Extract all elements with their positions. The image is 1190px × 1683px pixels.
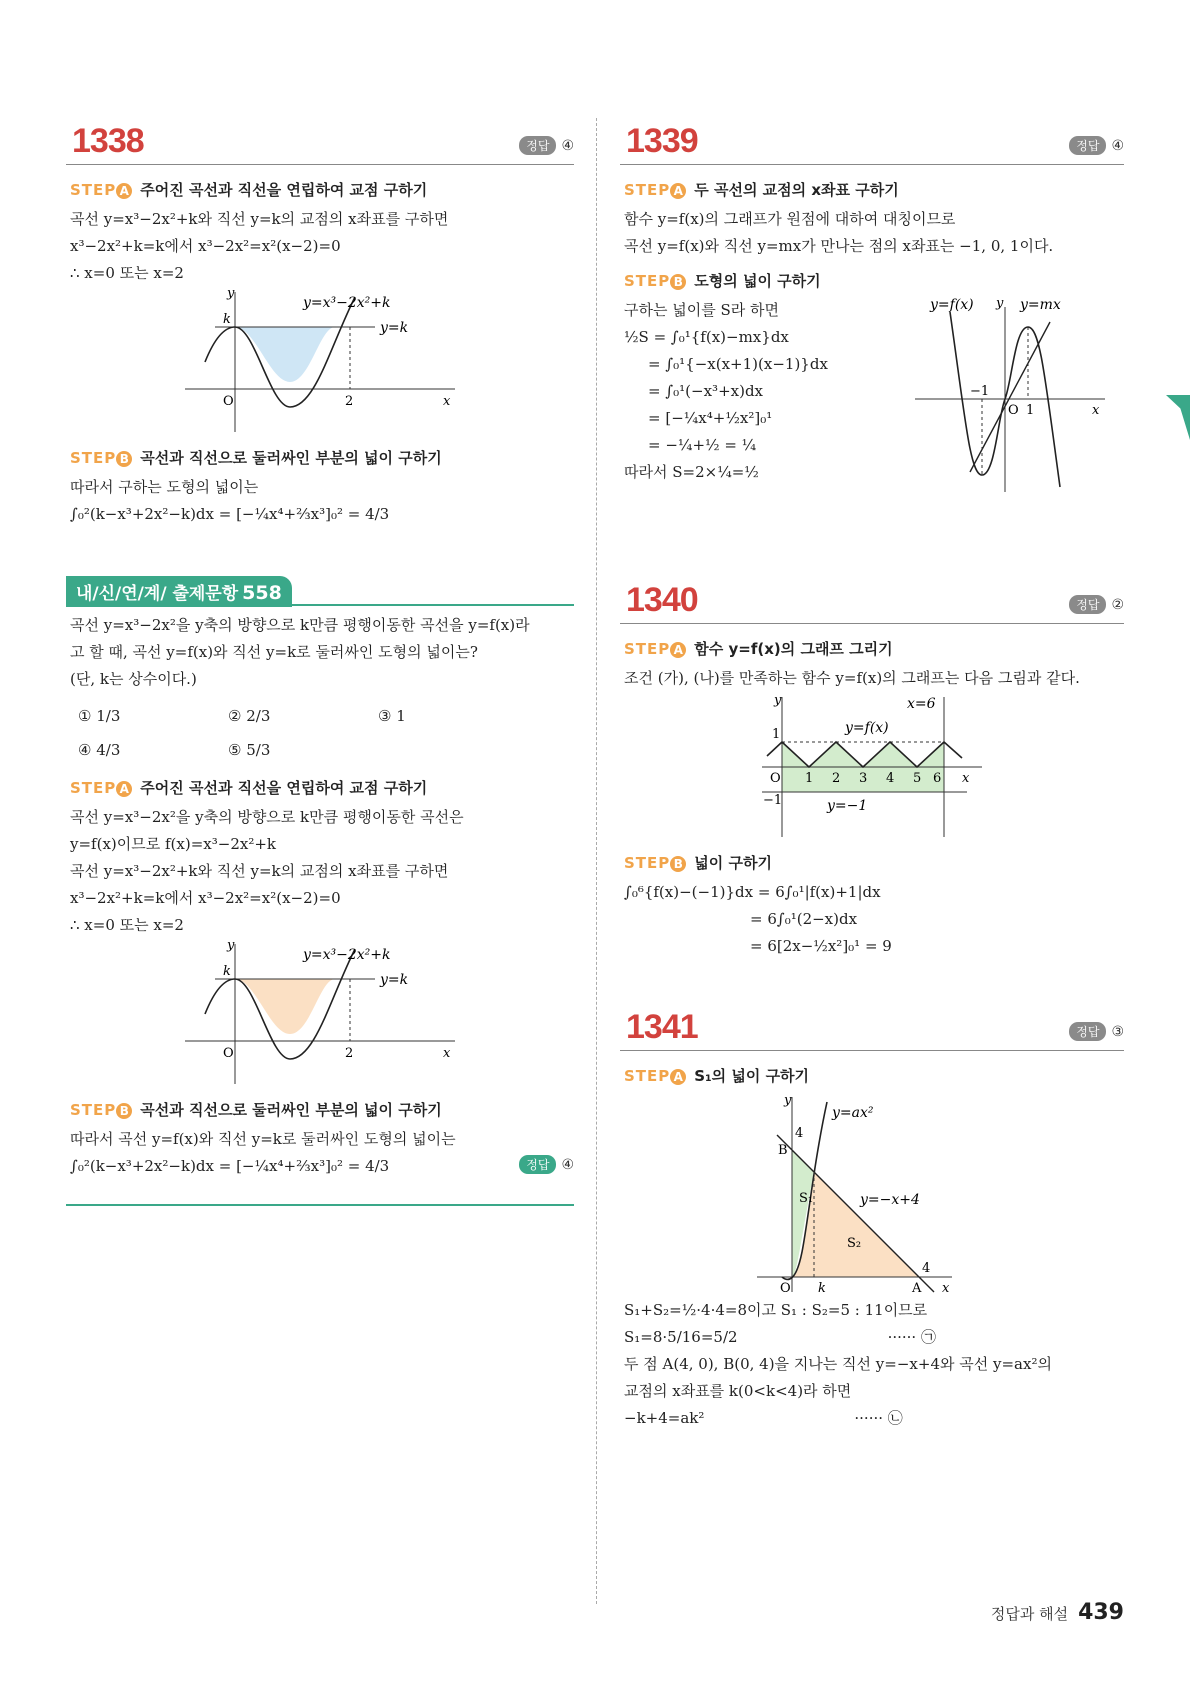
- step-label: STEP: [624, 854, 671, 872]
- answer-tag: 정답: [1069, 1022, 1106, 1041]
- problem-number: 1338: [72, 122, 144, 160]
- curve-label: y=x³−2x²+k: [303, 295, 391, 311]
- solution-line: = ∫₀¹{−x(x+1)(x−1)}dx: [648, 355, 828, 373]
- solution-line: 따라서 구하는 도형의 넓이는: [70, 478, 259, 496]
- solution-line: 함수 y=f(x)의 그래프가 원점에 대하여 대칭이므로: [624, 210, 956, 228]
- periodic-graph: [757, 692, 987, 842]
- tick-label: 4: [922, 1261, 931, 1276]
- step-a-heading: [70, 777, 574, 798]
- origin-label: O: [223, 394, 234, 409]
- answer-tag: 정답: [1069, 595, 1106, 614]
- step-a-heading: [624, 1065, 1124, 1086]
- choice-4[interactable]: ④ 4/3: [78, 741, 121, 759]
- problem-number: 1341: [626, 1008, 698, 1046]
- line-label: y=mx: [1020, 297, 1061, 313]
- choice-1[interactable]: ① 1/3: [78, 707, 121, 725]
- solution-line: 따라서 곡선 y=f(x)와 직선 y=k로 둘러싸인 도형의 넓이는: [70, 1130, 456, 1148]
- tick-label: 1: [772, 727, 781, 742]
- x-axis-label: x: [942, 1281, 950, 1296]
- solution-line: x³−2x²+k=k에서 x³−2x²=x²(x−2)=0: [70, 237, 341, 255]
- origin-label: O: [770, 771, 781, 786]
- solution-line: ∫₀²(k−x³+2x²−k)dx = [−¼x⁴+⅔x³]₀² = 4/3: [70, 505, 390, 523]
- step-letter: A: [116, 781, 132, 797]
- answer-badge: [1069, 136, 1124, 155]
- related-problem-tab: [66, 576, 292, 607]
- tick-label: 4: [795, 1126, 804, 1141]
- k-label: k: [818, 1281, 826, 1296]
- step-title: S₁의 넓이 구하기: [694, 1067, 810, 1085]
- curve-label: y=f(x): [930, 297, 974, 313]
- cubic-area-graph: [175, 939, 465, 1089]
- problem-1338-header: [66, 118, 574, 165]
- step-letter: B: [116, 451, 132, 467]
- step-title: 함수 y=f(x)의 그래프 그리기: [694, 640, 893, 658]
- line-label: y=k: [380, 972, 409, 988]
- solution-line: ∴ x=0 또는 x=2: [70, 264, 184, 282]
- step-title: 주어진 곡선과 직선을 연립하여 교점 구하기: [140, 181, 428, 199]
- footer-label: 정답과 해설: [990, 1605, 1069, 1623]
- tick-label: 2: [345, 1046, 354, 1061]
- solution-line: 조건 (가), (나)를 만족하는 함수 y=f(x)의 그래프는 다음 그림과 같다.: [624, 669, 1080, 687]
- x-axis-label: x: [962, 771, 970, 786]
- step-letter: A: [670, 183, 686, 199]
- solution-line: [624, 1405, 1124, 1432]
- y-axis-label: y: [996, 297, 1004, 311]
- tick-label: 2: [345, 394, 354, 409]
- answer-value: ④: [1111, 138, 1124, 154]
- choice-3[interactable]: ③ 1: [378, 707, 406, 725]
- x-axis-label: x: [443, 394, 451, 409]
- solution-line: 곡선 y=x³−2x²+k와 직선 y=k의 교점의 x좌표를 구하면: [70, 210, 449, 228]
- line-label: y=−x+4: [860, 1192, 920, 1208]
- solution-line: y=f(x)이므로 f(x)=x³−2x²+k: [70, 835, 276, 853]
- step-label: STEP: [624, 181, 671, 199]
- tab-label: 내/신/연/계/ 출제문항: [76, 584, 239, 604]
- area-derivation: [620, 297, 1124, 547]
- answer-badge: [1069, 595, 1124, 614]
- shaded-region: [235, 327, 335, 382]
- tick-label: 2: [832, 771, 841, 786]
- step-b-heading: [624, 852, 1124, 873]
- tick-label: −1: [970, 384, 990, 399]
- solution-line: ∫₀⁶{f(x)−(−1)}dx = 6∫₀¹|f(x)+1|dx: [624, 883, 881, 901]
- y-axis-label: y: [774, 693, 782, 708]
- point-b-label: B: [778, 1143, 788, 1158]
- k-label: k: [223, 964, 231, 979]
- line-label: x=6: [907, 696, 936, 712]
- step-title: 주어진 곡선과 직선을 연립하여 교점 구하기: [140, 779, 428, 797]
- equation: −k+4=ak²: [624, 1409, 705, 1427]
- choice-5[interactable]: ⑤ 5/3: [228, 741, 271, 759]
- solution-line: = 6∫₀¹(2−x)dx: [750, 910, 858, 928]
- tick-label: −1: [763, 793, 783, 808]
- cubic-area-graph: [175, 287, 465, 437]
- page-number: 439: [1078, 1600, 1124, 1625]
- region-s2: [792, 1172, 919, 1277]
- tick-label: 4: [886, 771, 895, 786]
- solution-line: ½S = ∫₀¹{f(x)−mx}dx: [624, 328, 789, 346]
- curve-label: y=f(x): [845, 720, 889, 736]
- point-a-label: A: [912, 1281, 922, 1296]
- answer-value: ③: [1111, 1024, 1124, 1040]
- step-label: STEP: [70, 779, 117, 797]
- step-a-heading: [624, 638, 1124, 659]
- triangle-parabola-graph: [752, 1092, 992, 1297]
- tab-number: 558: [242, 582, 282, 604]
- step-b-heading: [70, 1099, 574, 1120]
- box-end-rule: [66, 1204, 574, 1206]
- problem-1339-header: [620, 118, 1124, 165]
- left-column: [66, 118, 574, 1206]
- solution-line: [624, 1324, 1124, 1351]
- solution-line: 따라서 S=2×¼=½: [624, 463, 759, 481]
- step-a-heading: [70, 179, 574, 200]
- step-label: STEP: [70, 1101, 117, 1119]
- equation: S₁=8·5/16=5/2: [624, 1328, 738, 1346]
- solution-line: = −¼+½ = ¼: [648, 436, 757, 454]
- related-problem-header: [66, 576, 574, 606]
- problem-1340-header: [620, 577, 1124, 624]
- step-letter: A: [670, 642, 686, 658]
- question-line: (단, k는 상수이다.): [70, 670, 197, 688]
- solution-line: S₁+S₂=½·4·4=8이고 S₁ : S₂=5 : 11이므로: [624, 1301, 928, 1319]
- answer-badge: [1069, 1022, 1124, 1041]
- solution-line: 두 점 A(4, 0), B(0, 4)을 지나는 직선 y=−x+4와 곡선 y=ax²의: [624, 1355, 1052, 1373]
- step-letter: A: [670, 1069, 686, 1085]
- step-letter: A: [116, 183, 132, 199]
- step-title: 곡선과 직선으로 둘러싸인 부분의 넓이 구하기: [140, 449, 442, 467]
- curve-label: y=ax²: [832, 1105, 874, 1121]
- question-line: 고 할 때, 곡선 y=f(x)와 직선 y=k로 둘러싸인 도형의 넓이는?: [70, 643, 478, 661]
- step-title: 넓이 구하기: [694, 854, 772, 872]
- step-title: 도형의 넓이 구하기: [694, 272, 821, 290]
- step-label: STEP: [624, 1067, 671, 1085]
- step-label: STEP: [624, 640, 671, 658]
- region-s1-label: S₁: [799, 1191, 814, 1206]
- column-separator: [596, 118, 597, 1604]
- solution-line: 곡선 y=x³−2x²을 y축의 방향으로 k만큼 평행이동한 곡선은: [70, 808, 464, 826]
- x-axis-label: x: [1092, 403, 1100, 418]
- symmetric-cubic-graph: [910, 297, 1110, 497]
- y-axis-label: y: [227, 939, 235, 953]
- page-footer: [991, 1600, 1124, 1625]
- tick-label: 6: [933, 771, 942, 786]
- answer-tag: 정답: [519, 1155, 556, 1174]
- solution-line: ∫₀²(k−x³+2x²−k)dx = [−¼x⁴+⅔x³]₀² = 4/3: [70, 1157, 390, 1175]
- answer-tag: 정답: [1069, 136, 1106, 155]
- solution-line: 구하는 넓이를 S라 하면: [624, 301, 779, 319]
- step-b-heading: [70, 447, 574, 468]
- step-label: STEP: [70, 449, 117, 467]
- step-title: 두 곡선의 교점의 x좌표 구하기: [694, 181, 899, 199]
- header-rule: [66, 604, 574, 606]
- answer-value: ④: [561, 138, 574, 154]
- solution-line: ∴ x=0 또는 x=2: [70, 916, 184, 934]
- y-axis-label: y: [784, 1093, 792, 1108]
- region-s2-label: S₂: [847, 1236, 862, 1251]
- step-label: STEP: [70, 181, 117, 199]
- right-column: [620, 118, 1124, 1432]
- step-letter: B: [670, 856, 686, 872]
- answer-badge: [519, 136, 574, 155]
- x-axis-label: x: [443, 1046, 451, 1061]
- final-answer-row: [66, 1153, 574, 1180]
- step-letter: B: [670, 274, 686, 290]
- answer-choices: [78, 699, 574, 767]
- answer-badge: [519, 1155, 574, 1174]
- step-a-heading: [624, 179, 1124, 200]
- curve-label: y=x³−2x²+k: [303, 947, 391, 963]
- k-label: k: [223, 312, 231, 327]
- solution-line: = ∫₀¹(−x³+x)dx: [648, 382, 764, 400]
- equation-ref: ······ ㉠: [887, 1328, 936, 1346]
- answer-value: ④: [561, 1157, 574, 1173]
- tick-label: 1: [1026, 403, 1035, 418]
- answer-value: ②: [1111, 597, 1124, 613]
- step-b-heading: [624, 270, 1124, 291]
- line-label: y=−1: [827, 798, 868, 814]
- solution-line: = 6[2x−½x²]₀¹ = 9: [750, 937, 892, 955]
- solution-line: = [−¼x⁴+½x²]₀¹: [648, 409, 773, 427]
- solution-line: 곡선 y=f(x)와 직선 y=mx가 만나는 점의 x좌표는 −1, 0, 1이다.: [624, 237, 1054, 255]
- question-line: 곡선 y=x³−2x²을 y축의 방향으로 k만큼 평행이동한 곡선을 y=f(x)라: [70, 616, 530, 634]
- step-label: STEP: [624, 272, 671, 290]
- origin-label: O: [780, 1281, 791, 1296]
- choice-2[interactable]: ② 2/3: [228, 707, 271, 725]
- origin-label: O: [223, 1046, 234, 1061]
- step-letter: B: [116, 1103, 132, 1119]
- y-axis-label: y: [227, 287, 235, 301]
- problem-1341-header: [620, 1004, 1124, 1051]
- solution-line: x³−2x²+k=k에서 x³−2x²=x²(x−2)=0: [70, 889, 341, 907]
- page-edge-tab: [1166, 395, 1190, 440]
- tick-label: 3: [859, 771, 868, 786]
- line-label: y=k: [380, 320, 409, 336]
- problem-number: 1340: [626, 581, 698, 619]
- origin-label: O: [1008, 403, 1019, 418]
- shaded-region: [235, 979, 335, 1034]
- equation-ref: ······ ㉡: [854, 1409, 903, 1427]
- tick-label: 1: [805, 771, 814, 786]
- problem-number: 1339: [626, 122, 698, 160]
- solution-line: 곡선 y=x³−2x²+k와 직선 y=k의 교점의 x좌표를 구하면: [70, 862, 449, 880]
- answer-tag: 정답: [519, 136, 556, 155]
- tick-label: 5: [913, 771, 922, 786]
- step-title: 곡선과 직선으로 둘러싸인 부분의 넓이 구하기: [140, 1101, 442, 1119]
- solution-line: 교점의 x좌표를 k(0<k<4)라 하면: [624, 1382, 852, 1400]
